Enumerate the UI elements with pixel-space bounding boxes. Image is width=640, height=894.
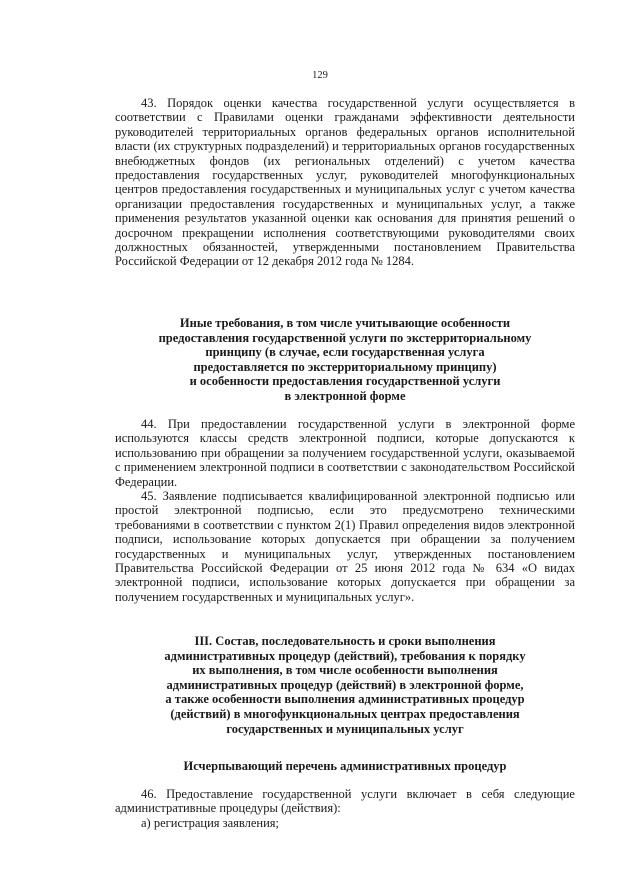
heading-line: III. Состав, последовательность и сроки выполнения — [194, 634, 496, 648]
heading-line: предоставляется по экстерриториальному принципу) — [193, 359, 497, 374]
heading-line: государственных и муниципальных услуг — [226, 721, 464, 736]
page-number: 129 — [312, 70, 328, 81]
heading-line: а также особенности выполнения административных процедур — [165, 692, 525, 707]
section-46 — [115, 787, 575, 830]
heading-section-3 — [115, 634, 575, 736]
heading-line: (действий) в многофункциональных центрах предоставления — [170, 706, 520, 721]
paragraph-43: 43. Порядок оценки качества государственной услуги осуществляется в соответствии с Правилами оценки гражданами эффективности деятельности руководителей территориальных органов федеральных органов исполнительной власти (их структурных подразделений) и территориальных органов государственных внебюджетных фондов (их региональных отделений) с учетом качества предоставления государственных услуг, руководителей многофункциональных центров предоставления государственных и муниципальных услуг с учетом качества организации предоставления государственных и муниципальных услуг, а также применения результатов указанной оценки как основания для принятия решений о досрочном прекращении исполнения соответствующими руководителями своих должностных обязанностей, утвержденными постановлением Правительства Российской Федерации от 12 декабря 2012 года № 1284. — [115, 96, 575, 269]
section-43 — [115, 96, 575, 269]
heading-line: административных процедур (действий), требования к порядку — [164, 648, 526, 663]
heading-line: Иные требования, в том числе учитывающие особенности — [179, 316, 511, 330]
heading-line: предоставления государственной услуги по экстерриториальному — [158, 330, 532, 345]
heading-line: административных процедур (действий) в электронной форме, — [166, 677, 524, 692]
heading-line: в электронной форме — [284, 388, 406, 403]
paragraph-46: 46. Предоставление государственной услуги включает в себя следующие административные процедуры (действия): — [115, 787, 575, 816]
paragraph-44: 44. При предоставлении государственной услуги в электронной форме используются классы средств электронной подписи, которые допускаются к использованию при обращении за получением государственной услуги, оказываемой с применением электронной подписи в соответствии с законодательством Российской Федерации. — [115, 417, 575, 489]
sections-44-45 — [115, 417, 575, 604]
heading-other-requirements — [115, 316, 575, 404]
heading-line: и особенности предоставления государственной услуги — [189, 374, 501, 389]
heading-line: их выполнения, в том числе особенности выполнения — [192, 663, 498, 678]
heading-line: принципу (в случае, если государственная услуга — [205, 345, 485, 360]
heading-exhaustive-list — [115, 759, 575, 774]
list-item-a: а) регистрация заявления; — [141, 815, 280, 830]
heading-line: Исчерпывающий перечень административных процедур — [183, 759, 507, 773]
paragraph-45: 45. Заявление подписывается квалифицированной электронной подписью или простой электронной подписью, если это предусмотрено техническими требованиями в соответствии с пунктом 2(1) Правил определения видов электронной подписи, использование которых допускается при обращении за получением государственных и муниципальных услуг, утвержденных постановлением Правительства Российской Федерации от 25 июня 2012 года № 634 «О видах электронной подписи, использование которых допускается при обращении за получением государственных и муниципальных услуг». — [115, 489, 575, 604]
